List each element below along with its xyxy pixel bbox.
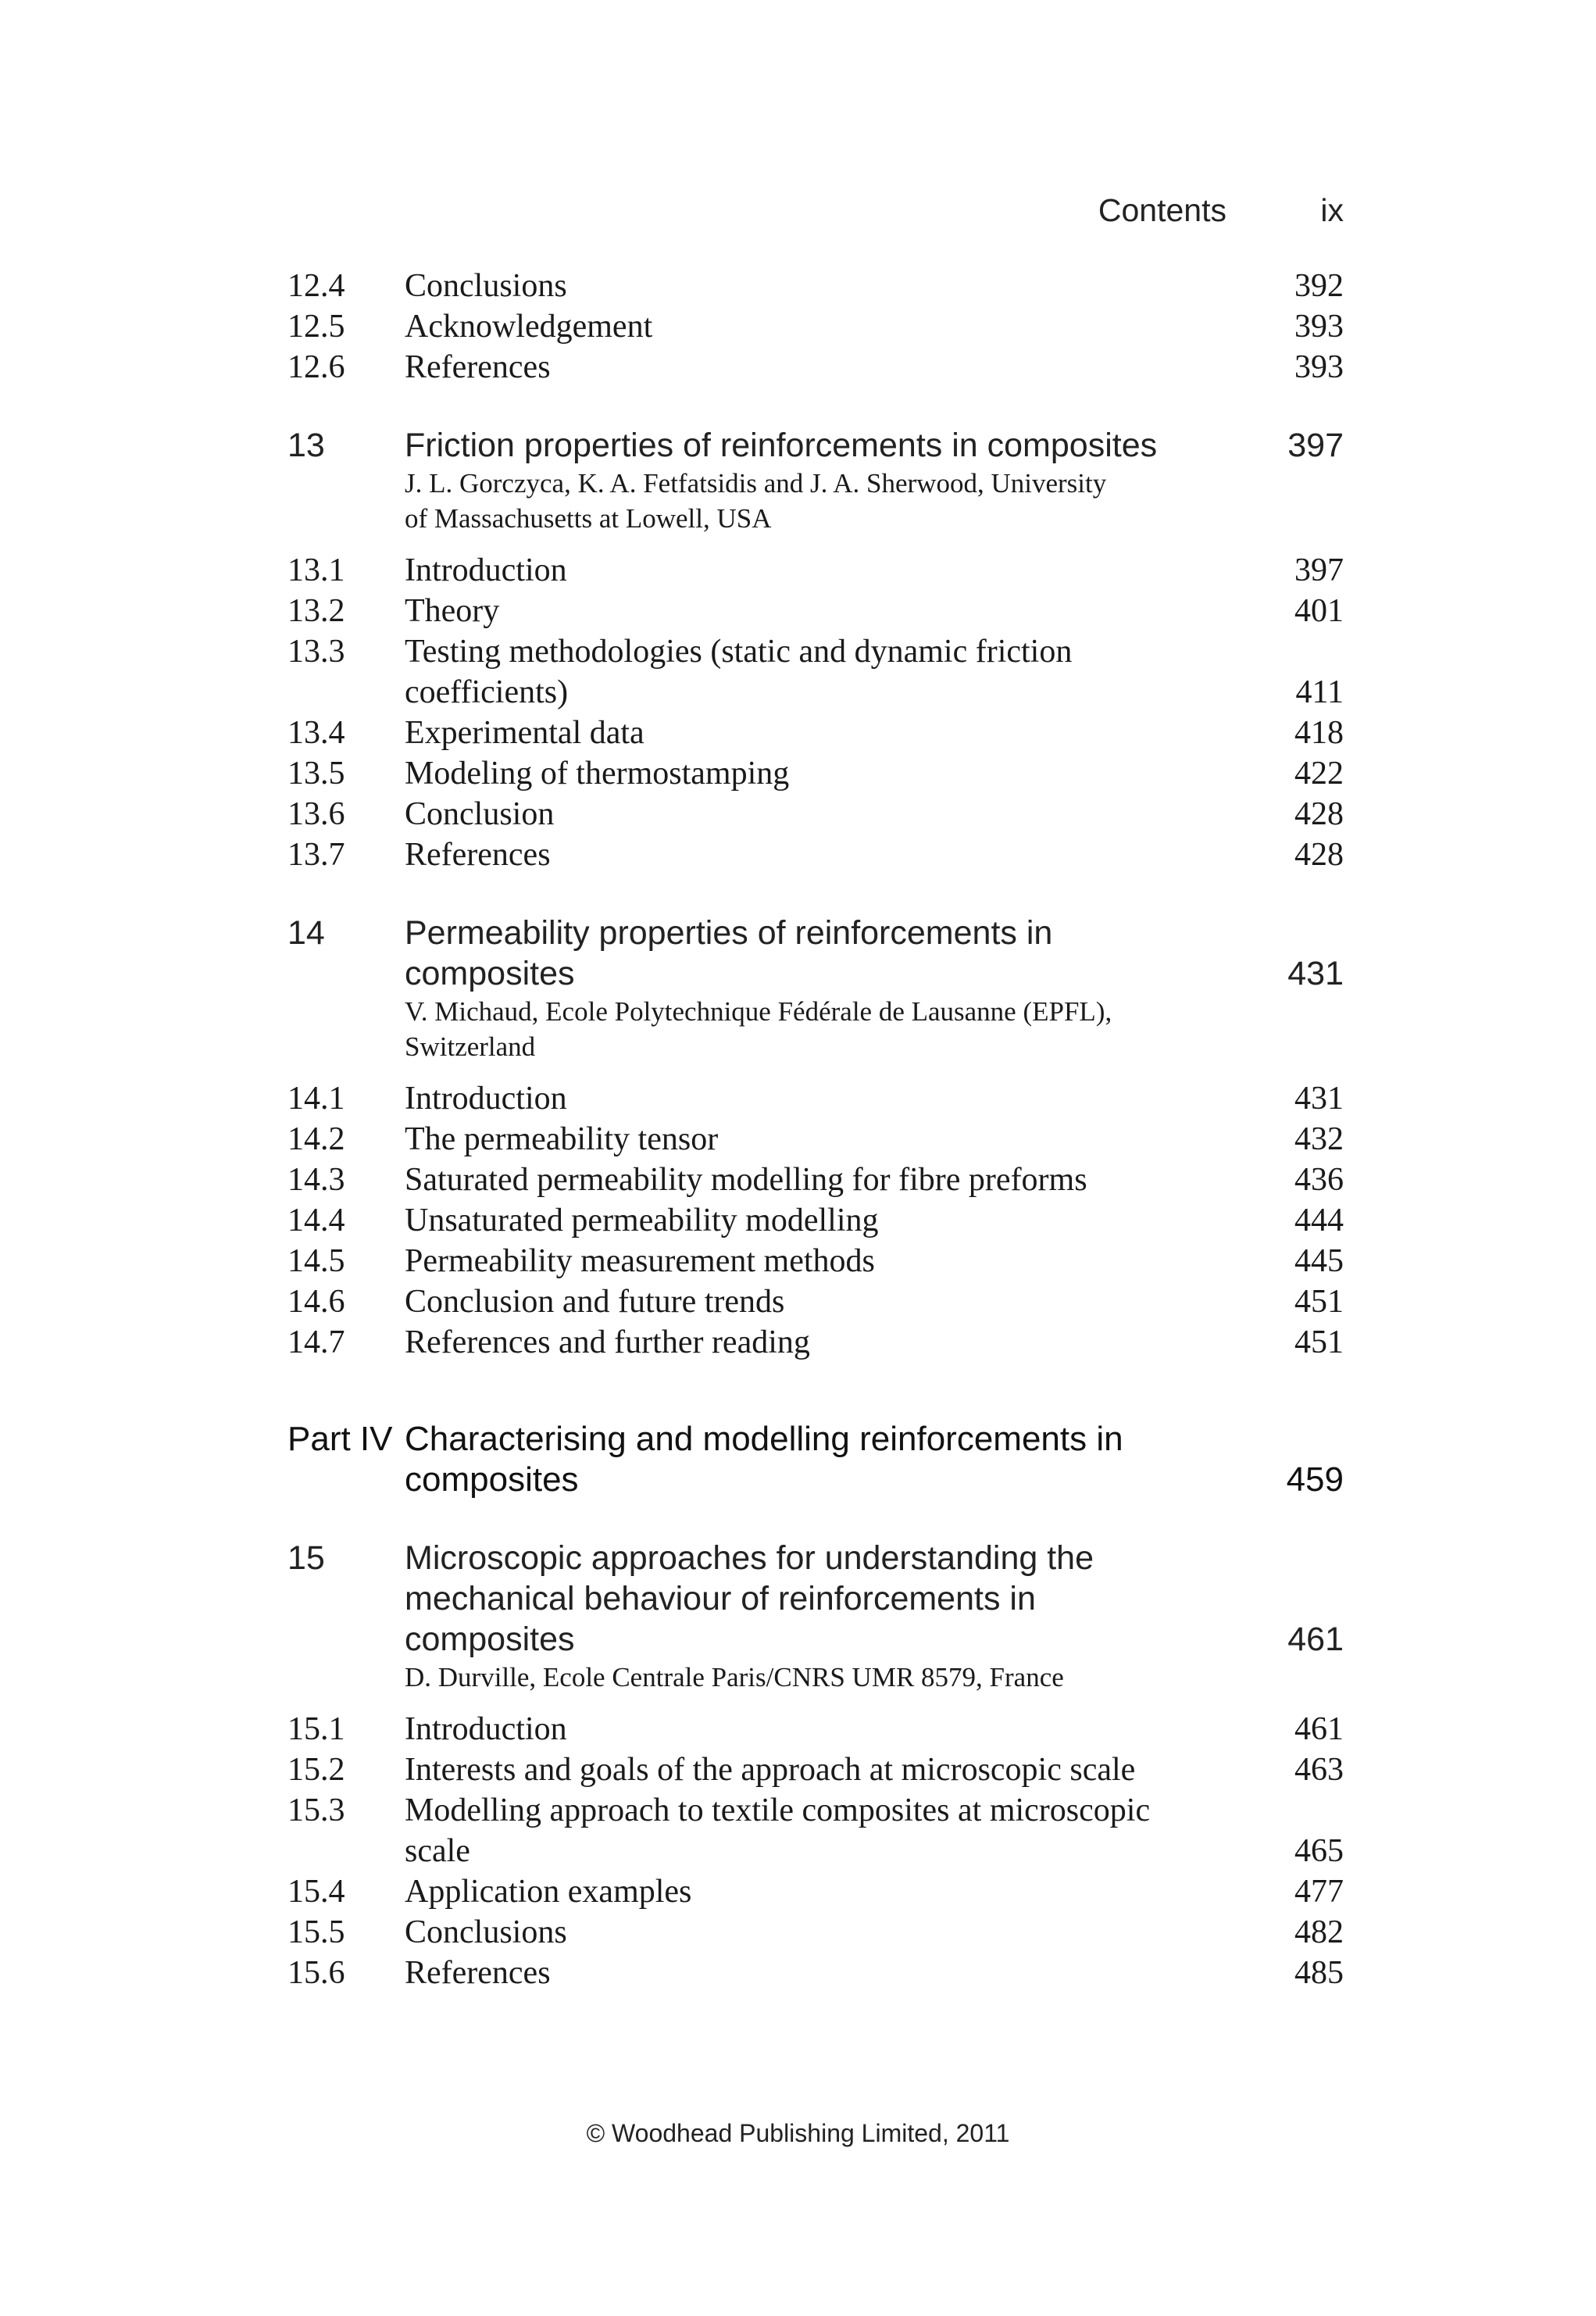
section-number: 15.6: [287, 1955, 345, 1991]
chapter-page: 431: [1287, 955, 1344, 992]
section-title: Saturated permeability modelling for fibre preforms: [405, 1162, 1087, 1198]
toc-entry-continuation: [287, 1831, 1344, 1871]
section-title: Testing methodologies (static and dynamic friction: [405, 634, 1073, 670]
toc-entry: [287, 1871, 1344, 1912]
section-page: 431: [1294, 1081, 1344, 1117]
section-page: 432: [1294, 1121, 1344, 1157]
section-title: The permeability tensor: [405, 1121, 719, 1157]
section-number: 13.2: [287, 593, 345, 629]
section-title: Conclusion: [405, 796, 555, 832]
authors-line: J. L. Gorczyca, K. A. Fetfatsidis and J. A. Sherwood, University: [405, 468, 1107, 499]
section-title: Modeling of thermostamping: [405, 756, 790, 792]
part-heading: [287, 1419, 1344, 1460]
section-page: 428: [1294, 796, 1344, 832]
section-page: 401: [1294, 593, 1344, 629]
section-title: Introduction: [405, 1081, 567, 1117]
chapter-heading-continuation: [287, 1619, 1344, 1660]
toc-entry: [287, 1119, 1344, 1160]
section-page: 451: [1294, 1324, 1344, 1360]
toc-entry: [287, 306, 1344, 347]
section-number: 13.5: [287, 756, 345, 792]
section-number: 13.1: [287, 552, 345, 588]
section-page: 451: [1294, 1284, 1344, 1320]
toc-entry: [287, 1322, 1344, 1363]
section-number: 14.3: [287, 1162, 345, 1198]
toc-entry: [287, 1709, 1344, 1750]
section-page: 418: [1294, 715, 1344, 751]
section-page: 422: [1294, 756, 1344, 792]
toc-entry: [287, 550, 1344, 591]
chapter-title: composites: [405, 955, 575, 992]
section-number: 13.4: [287, 715, 345, 751]
toc-entry: [287, 266, 1344, 306]
section-number: 13.6: [287, 796, 345, 832]
chapter-heading: [287, 425, 1344, 466]
section-title: Conclusions: [405, 1914, 567, 1950]
section-page: 411: [1295, 674, 1344, 710]
section-title: Interests and goals of the approach at microscopic scale: [405, 1752, 1136, 1788]
section-title: References: [405, 349, 551, 385]
copyright-footer: © Woodhead Publishing Limited, 2011: [586, 2119, 1010, 2147]
section-number: 15.1: [287, 1711, 345, 1747]
section-number: 14.7: [287, 1324, 345, 1360]
chapter-page: 397: [1287, 427, 1344, 464]
section-number: 13.7: [287, 837, 345, 873]
chapter-13: [287, 425, 1344, 466]
chapter-title: Friction properties of reinforcements in composites: [405, 427, 1158, 464]
section-number: 14.2: [287, 1121, 345, 1157]
section-page: 485: [1294, 1955, 1344, 1991]
section-number: 15.4: [287, 1874, 345, 1910]
chapter-page: 461: [1287, 1621, 1344, 1658]
section-title: Theory: [405, 593, 500, 629]
section-title: References: [405, 837, 551, 873]
toc-entry: [287, 1912, 1344, 1953]
toc-entry: [287, 1200, 1344, 1241]
toc-entry: [287, 1750, 1344, 1790]
section-number: 14.5: [287, 1243, 345, 1279]
section-page: 482: [1294, 1914, 1344, 1950]
table-of-contents: [287, 266, 1344, 1993]
section-number: 12.4: [287, 268, 345, 304]
section-title: scale: [405, 1833, 470, 1869]
chapter-authors: [405, 1660, 1225, 1695]
section-number: 13.3: [287, 634, 345, 670]
toc-entry: [287, 1241, 1344, 1281]
section-title: Modelling approach to textile composites at microscopic: [405, 1792, 1151, 1828]
toc-entry: [287, 1790, 1344, 1831]
toc-entry: [287, 1953, 1344, 1993]
section-number: 14.1: [287, 1081, 345, 1117]
section-page: 445: [1294, 1243, 1344, 1279]
section-page: 463: [1294, 1752, 1344, 1788]
toc-entry: [287, 713, 1344, 753]
section-page: 477: [1294, 1874, 1344, 1910]
section-title: Application examples: [405, 1874, 692, 1910]
chapter-14: [287, 913, 1344, 994]
part-heading-continuation: [287, 1460, 1344, 1500]
section-number: 15.3: [287, 1792, 345, 1828]
toc-entry: [287, 631, 1344, 672]
chapter-heading: [287, 913, 1344, 953]
section-number: 14.6: [287, 1284, 345, 1320]
section-page: 393: [1294, 349, 1344, 385]
section-title: Acknowledgement: [405, 309, 653, 345]
section-number: 14.4: [287, 1203, 345, 1238]
chapter-number: 15: [287, 1539, 325, 1577]
chapter-heading-continuation: [287, 953, 1344, 994]
toc-entry: [287, 835, 1344, 875]
chapter-title: mechanical behaviour of reinforcements in: [405, 1580, 1036, 1617]
section-page: 392: [1294, 268, 1344, 304]
section-title: Experimental data: [405, 715, 644, 751]
toc-entry: [287, 1160, 1344, 1200]
authors-line: V. Michaud, Ecole Polytechnique Fédérale de Lausanne (EPFL),: [405, 996, 1112, 1027]
chapter-number: 13: [287, 427, 325, 464]
toc-entry-continuation: [287, 672, 1344, 713]
section-number: 12.5: [287, 309, 345, 345]
part-title: composites: [405, 1460, 579, 1499]
section-title: Conclusions: [405, 268, 567, 304]
chapter-number: 14: [287, 914, 325, 952]
section-title: Conclusion and future trends: [405, 1284, 785, 1320]
part-title: Characterising and modelling reinforcements in: [405, 1420, 1123, 1458]
authors-line: of Massachusetts at Lowell, USA: [405, 503, 772, 534]
section-page: 436: [1294, 1162, 1344, 1198]
section-title: References: [405, 1955, 551, 1991]
toc-entry: [287, 591, 1344, 631]
part-page: 459: [1286, 1460, 1344, 1499]
section-title: Permeability measurement methods: [405, 1243, 875, 1279]
section-page: 393: [1294, 309, 1344, 345]
section-page: 428: [1294, 837, 1344, 873]
chapter-authors: [405, 994, 1225, 1064]
running-head: [287, 192, 1344, 233]
section-page: 397: [1294, 552, 1344, 588]
chapter-heading: [287, 1538, 1344, 1578]
toc-entry: [287, 1281, 1344, 1322]
chapter-15: [287, 1538, 1344, 1660]
chapter-title: composites: [405, 1621, 575, 1658]
chapter-title: Microscopic approaches for understanding the: [405, 1539, 1094, 1577]
toc-entry: [287, 347, 1344, 388]
section-page: 444: [1294, 1203, 1344, 1238]
chapter-heading-continuation: [287, 1578, 1344, 1619]
section-title: Introduction: [405, 1711, 567, 1747]
authors-line: D. Durville, Ecole Centrale Paris/CNRS UMR 8579, France: [405, 1662, 1064, 1692]
section-title: References and further reading: [405, 1324, 810, 1360]
section-number: 12.6: [287, 349, 345, 385]
section-title: coefficients): [405, 674, 569, 710]
part-label: Part IV: [287, 1420, 393, 1458]
section-title: Introduction: [405, 552, 567, 588]
section-page: 461: [1294, 1711, 1344, 1747]
section-title: Unsaturated permeability modelling: [405, 1203, 879, 1238]
toc-entry: [287, 794, 1344, 835]
running-head-title: Contents: [1098, 192, 1226, 228]
part-iv: [287, 1419, 1344, 1500]
section-number: 15.5: [287, 1914, 345, 1950]
page-number: ix: [1320, 192, 1344, 228]
section-number: 15.2: [287, 1752, 345, 1788]
section-page: 465: [1294, 1833, 1344, 1869]
toc-entry: [287, 753, 1344, 794]
chapter-title: Permeability properties of reinforcements in: [405, 914, 1053, 952]
authors-line: Switzerland: [405, 1031, 536, 1062]
chapter-authors: [405, 466, 1225, 536]
toc-entry: [287, 1078, 1344, 1119]
